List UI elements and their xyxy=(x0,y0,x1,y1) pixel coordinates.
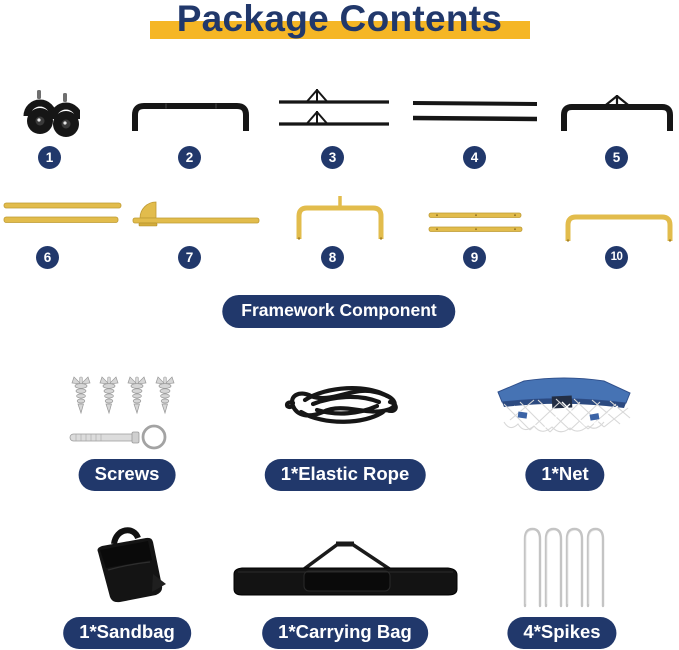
badge-6: 6 xyxy=(36,246,59,269)
caster-wheels-icon xyxy=(22,90,80,142)
pull-pin-icon xyxy=(70,426,165,448)
badge-4: 4 xyxy=(463,146,486,169)
spikes-icon xyxy=(521,526,609,608)
bracket-poles-icon xyxy=(277,88,391,136)
part-7-pole-with-fin xyxy=(130,194,262,230)
badge-1: 1 xyxy=(38,146,61,169)
part-1-casters xyxy=(22,90,80,142)
pole-with-fin-icon xyxy=(130,194,262,230)
part-8-u-frame-stub xyxy=(292,194,388,240)
carrying-bag-icon xyxy=(228,532,463,602)
badge-8: 8 xyxy=(321,246,344,269)
part-3-bracket-poles xyxy=(277,88,391,136)
yellow-poles-icon xyxy=(2,199,124,227)
net-icon xyxy=(490,372,638,437)
framework-component-label: Framework Component xyxy=(222,295,455,328)
elastic-rope-label: 1*Elastic Rope xyxy=(265,459,426,491)
net-label: 1*Net xyxy=(525,459,604,491)
accessory-sandbag xyxy=(82,518,172,610)
sandbag-icon xyxy=(82,518,172,610)
badge-2: 2 xyxy=(178,146,201,169)
u-frame-icon xyxy=(562,208,676,242)
sandbag-label: 1*Sandbag xyxy=(63,617,191,649)
part-2-u-handle xyxy=(128,98,253,132)
accessory-screws xyxy=(64,374,184,452)
screws-label: Screws xyxy=(79,459,176,491)
u-handle-bar-icon xyxy=(128,98,253,132)
page-title: Package Contents xyxy=(176,0,503,39)
carrying-bag-label: 1*Carrying Bag xyxy=(262,617,428,649)
part-6-yellow-poles xyxy=(2,199,124,227)
badge-3: 3 xyxy=(321,146,344,169)
part-9-riveted-poles xyxy=(427,210,524,236)
u-frame-with-stub-icon xyxy=(292,194,388,240)
screws-icon xyxy=(64,374,184,452)
accessory-net xyxy=(490,372,638,437)
accessory-elastic-rope xyxy=(283,376,408,436)
accessory-carrying-bag xyxy=(228,532,463,602)
spikes-label: 4*Spikes xyxy=(507,617,616,649)
u-bar-with-bracket-icon xyxy=(558,94,676,132)
badge-9: 9 xyxy=(463,246,486,269)
riveted-poles-icon xyxy=(427,210,524,236)
badge-10: 10 xyxy=(605,246,628,269)
accessory-spikes xyxy=(521,526,609,608)
part-4-straight-poles xyxy=(410,98,540,124)
part-10-u-frame xyxy=(562,208,676,242)
badge-5: 5 xyxy=(605,146,628,169)
elastic-rope-icon xyxy=(283,376,408,436)
part-5-u-bar-bracket xyxy=(558,94,676,132)
badge-7: 7 xyxy=(178,246,201,269)
straight-poles-icon xyxy=(410,98,540,124)
